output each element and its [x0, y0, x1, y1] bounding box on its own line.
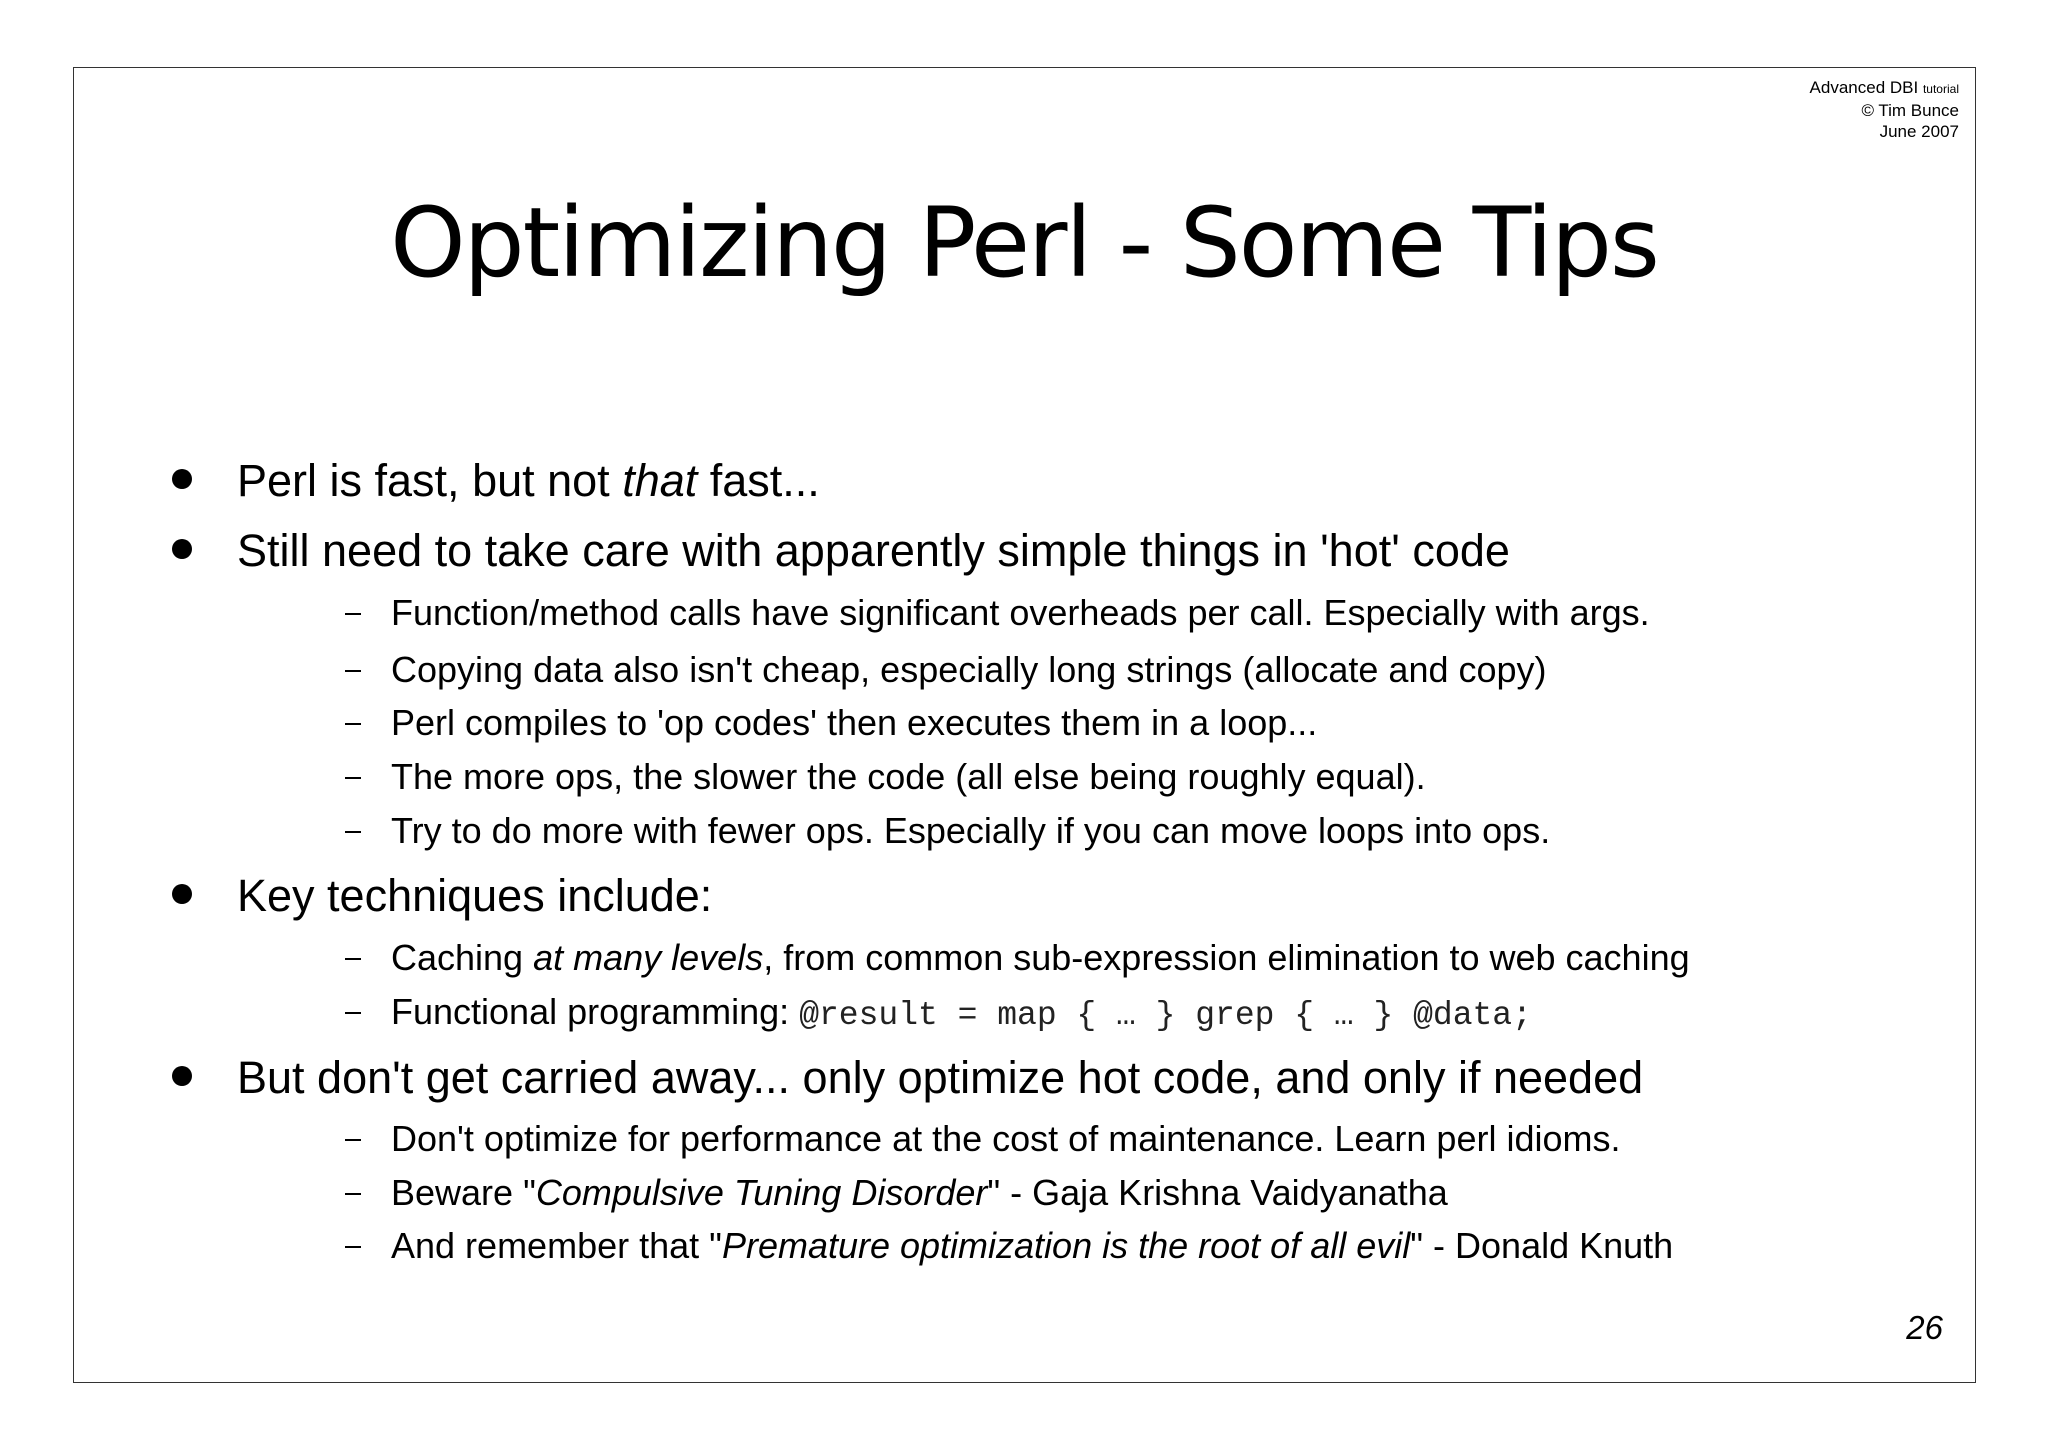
bullet-4: But don't get carried away... only optimize hot code, and only if needed	[237, 1052, 1644, 1103]
dash-marker	[345, 777, 361, 779]
bullet-2-sub-1: Function/method calls have significant overheads per call. Especially with args.	[391, 592, 1650, 633]
code-snippet: @result = map { … } grep { … } @data;	[799, 997, 1532, 1034]
course-type: tutorial	[1922, 82, 1959, 96]
course-line	[1810, 77, 1959, 100]
dash-marker	[345, 670, 361, 672]
bullet-2-sub-3: Perl compiles to 'op codes' then executes them in a loop...	[391, 702, 1318, 743]
bullet-4-sub-3-emphasis: Premature optimization is the root of all evil	[721, 1225, 1411, 1266]
bullet-4-sub-2-post: " - Gaja Krishna Vaidyanatha	[987, 1172, 1448, 1213]
header-info	[1810, 77, 1959, 142]
course-name: Advanced DBI	[1809, 78, 1919, 97]
bullet-1-pre: Perl is fast, but not	[237, 455, 623, 506]
date-line: June 2007	[1879, 122, 1959, 141]
bullet-4-sub-3-post: " - Donald Knuth	[1410, 1225, 1674, 1266]
dash-marker	[345, 831, 361, 833]
dash-marker	[345, 723, 361, 725]
page-number: 26	[1906, 1309, 1943, 1346]
bullet-2-sub-5: Try to do more with fewer ops. Especially if you can move loops into ops.	[391, 810, 1551, 851]
dash-marker	[345, 958, 361, 960]
bullet-3-sub-1-emphasis: at many levels	[533, 937, 764, 978]
bullet-4-sub-1: Don't optimize for performance at the cost of maintenance. Learn perl idioms.	[391, 1118, 1621, 1159]
bullet-dot	[172, 539, 192, 559]
dash-marker	[345, 1139, 361, 1141]
bullet-4-sub-2-emphasis: Compulsive Tuning Disorder	[535, 1172, 988, 1213]
bullet-3-sub-1	[391, 935, 1690, 981]
bullet-1-post: fast...	[697, 455, 820, 506]
bullet-3: Key techniques include:	[237, 870, 713, 921]
dash-marker	[345, 1193, 361, 1195]
bullet-1	[237, 453, 820, 509]
author-line: © Tim Bunce	[1861, 101, 1959, 120]
bullet-dot	[172, 884, 192, 904]
bullet-2-sub-4: The more ops, the slower the code (all else being roughly equal).	[391, 756, 1426, 797]
bullet-3-sub-1-post: , from common sub-expression elimination to web caching	[763, 937, 1690, 978]
dash-marker	[345, 1012, 361, 1014]
bullet-2-sub-2: Copying data also isn't cheap, especially long strings (allocate and copy)	[391, 649, 1547, 690]
bullet-3-sub-1-pre: Caching	[391, 937, 534, 978]
bullet-4-sub-3	[391, 1223, 1673, 1269]
bullet-4-sub-2	[391, 1170, 1448, 1216]
bullet-4-sub-3-pre: And remember that "	[391, 1225, 722, 1266]
dash-marker	[345, 613, 361, 615]
bullet-4-sub-2-pre: Beware "	[391, 1172, 536, 1213]
bullet-1-emphasis: that	[622, 455, 698, 506]
bullet-dot	[172, 1066, 192, 1086]
bullet-2: Still need to take care with apparently simple things in 'hot' code	[237, 525, 1510, 576]
bullet-dot	[172, 469, 192, 489]
bullet-3-sub-2	[391, 989, 1532, 1039]
dash-marker	[345, 1246, 361, 1248]
bullet-3-sub-2-pre: Functional programming:	[391, 991, 800, 1032]
slide-title: Optimizing Perl - Some Tips	[390, 187, 1658, 299]
